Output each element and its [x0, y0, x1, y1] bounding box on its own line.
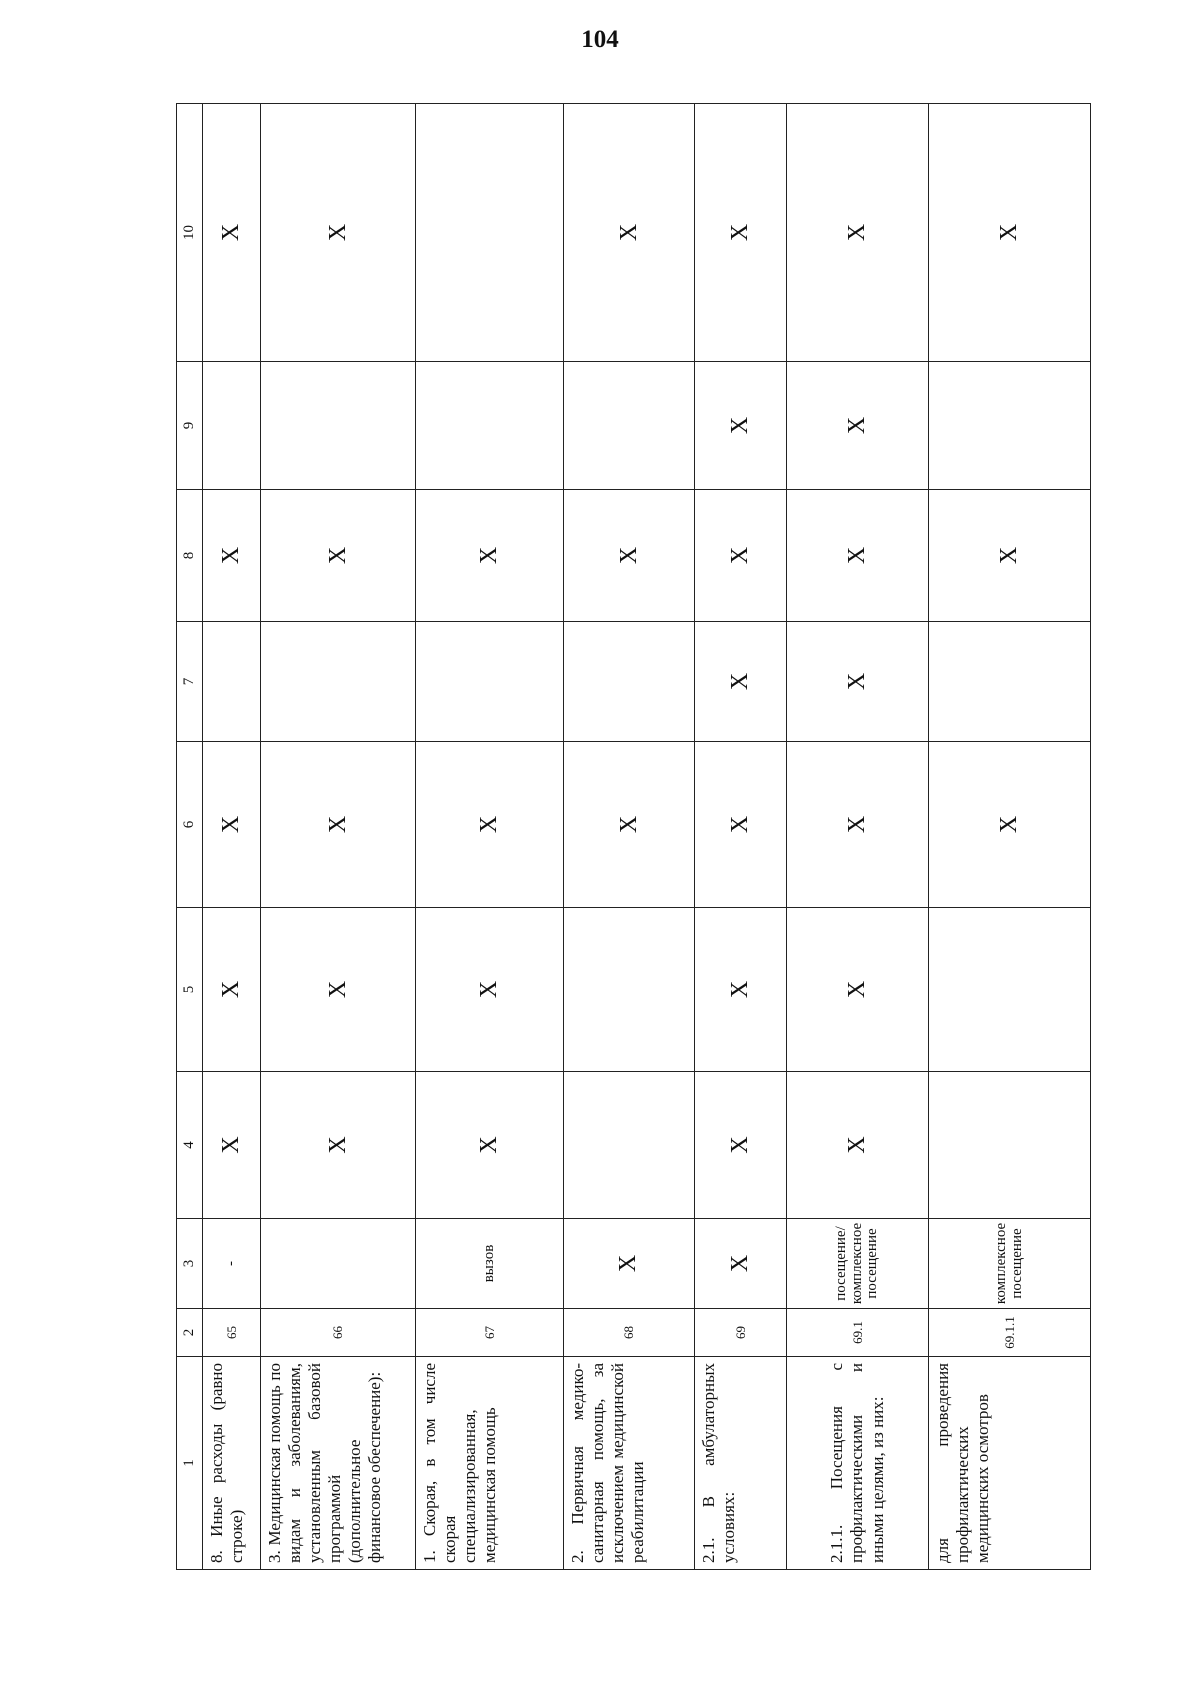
row-code: 65 — [203, 1309, 261, 1357]
row-code: 66 — [261, 1309, 416, 1357]
table-cell: X — [261, 104, 416, 362]
table-cell: X — [695, 908, 787, 1072]
table-row — [261, 104, 416, 1570]
header-row — [177, 104, 203, 1570]
header-cell: 4 — [177, 1072, 203, 1219]
table-cell: X — [261, 1072, 416, 1219]
table-cell — [416, 622, 564, 742]
table-cell: X — [203, 1072, 261, 1219]
table-row — [787, 104, 929, 1570]
table-row — [564, 104, 695, 1570]
table-cell: X — [261, 742, 416, 908]
table-cell — [564, 622, 695, 742]
header-cell: 8 — [177, 490, 203, 622]
table-cell — [564, 362, 695, 490]
row-name: 3. Медицинская помощь по видам и заболеваниям, установленным базовой программой (дополнительное финансовое обеспечение): — [261, 1357, 416, 1570]
row-unit: X — [564, 1219, 695, 1309]
row-name: 2.1.1. Посещения с профилактическими и иными целями, из них: — [787, 1357, 929, 1570]
table-cell: X — [787, 104, 929, 362]
table-cell: X — [929, 104, 1091, 362]
table-cell: X — [416, 908, 564, 1072]
table-cell: X — [929, 742, 1091, 908]
table-cell: X — [787, 490, 929, 622]
table-cell: X — [203, 908, 261, 1072]
row-name: 8. Иные расходы (равно строке) — [203, 1357, 261, 1570]
data-table — [176, 103, 1091, 1570]
table-cell: X — [695, 1072, 787, 1219]
table-cell — [929, 1072, 1091, 1219]
table-cell: X — [564, 742, 695, 908]
rotated-table-container — [176, 104, 1090, 1570]
row-unit: вызов — [416, 1219, 564, 1309]
table-cell: X — [787, 622, 929, 742]
table-cell: X — [929, 490, 1091, 622]
row-code: 67 — [416, 1309, 564, 1357]
row-name: 2.1. В амбулаторных условиях: — [695, 1357, 787, 1570]
header-cell: 9 — [177, 362, 203, 490]
row-code: 69 — [695, 1309, 787, 1357]
header-cell: 10 — [177, 104, 203, 362]
row-code: 69.1 — [787, 1309, 929, 1357]
row-unit: - — [203, 1219, 261, 1309]
rotated-table-frame — [176, 104, 1090, 1570]
table-cell: X — [416, 742, 564, 908]
header-cell: 2 — [177, 1309, 203, 1357]
table-cell — [929, 622, 1091, 742]
header-cell: 7 — [177, 622, 203, 742]
table-cell: X — [261, 490, 416, 622]
table-cell — [203, 622, 261, 742]
table-cell — [416, 362, 564, 490]
table-cell: X — [787, 742, 929, 908]
table-cell — [416, 104, 564, 362]
row-code: 69.1.1 — [929, 1309, 1091, 1357]
header-cell: 3 — [177, 1219, 203, 1309]
table-cell: X — [203, 742, 261, 908]
table-row — [695, 104, 787, 1570]
table-cell: X — [695, 490, 787, 622]
table-cell: X — [787, 1072, 929, 1219]
row-unit — [261, 1219, 416, 1309]
table-cell: X — [416, 1072, 564, 1219]
table-cell: X — [695, 622, 787, 742]
table-cell: X — [261, 908, 416, 1072]
table-cell: X — [416, 490, 564, 622]
table-cell — [261, 622, 416, 742]
table-cell: X — [695, 742, 787, 908]
table-cell — [564, 908, 695, 1072]
table-cell: X — [203, 490, 261, 622]
page-number: 104 — [581, 26, 619, 53]
table-cell — [564, 1072, 695, 1219]
header-cell: 6 — [177, 742, 203, 908]
row-name: 2. Первичная медико-санитарная помощь, за исключением медицинской реабилитации — [564, 1357, 695, 1570]
row-name: 1. Скорая, в том числе скорая специализированная, медицинская помощь — [416, 1357, 564, 1570]
table-cell — [929, 908, 1091, 1072]
header-cell: 1 — [177, 1357, 203, 1570]
table-cell: X — [203, 104, 261, 362]
table-cell: X — [695, 104, 787, 362]
row-unit: X — [695, 1219, 787, 1309]
table-row — [929, 104, 1091, 1570]
table-cell — [929, 362, 1091, 490]
table-cell: X — [564, 490, 695, 622]
table-row — [416, 104, 564, 1570]
row-unit: посещение/ комплексное посещение — [787, 1219, 929, 1309]
row-code: 68 — [564, 1309, 695, 1357]
row-name: для проведения профилактических медицинских осмотров — [929, 1357, 1091, 1570]
row-unit: комплексное посещение — [929, 1219, 1091, 1309]
header-cell: 5 — [177, 908, 203, 1072]
table-row — [203, 104, 261, 1570]
table-cell — [203, 362, 261, 490]
table-cell: X — [787, 908, 929, 1072]
table-cell — [261, 362, 416, 490]
table-cell: X — [787, 362, 929, 490]
table-cell: X — [695, 362, 787, 490]
table-cell: X — [564, 104, 695, 362]
